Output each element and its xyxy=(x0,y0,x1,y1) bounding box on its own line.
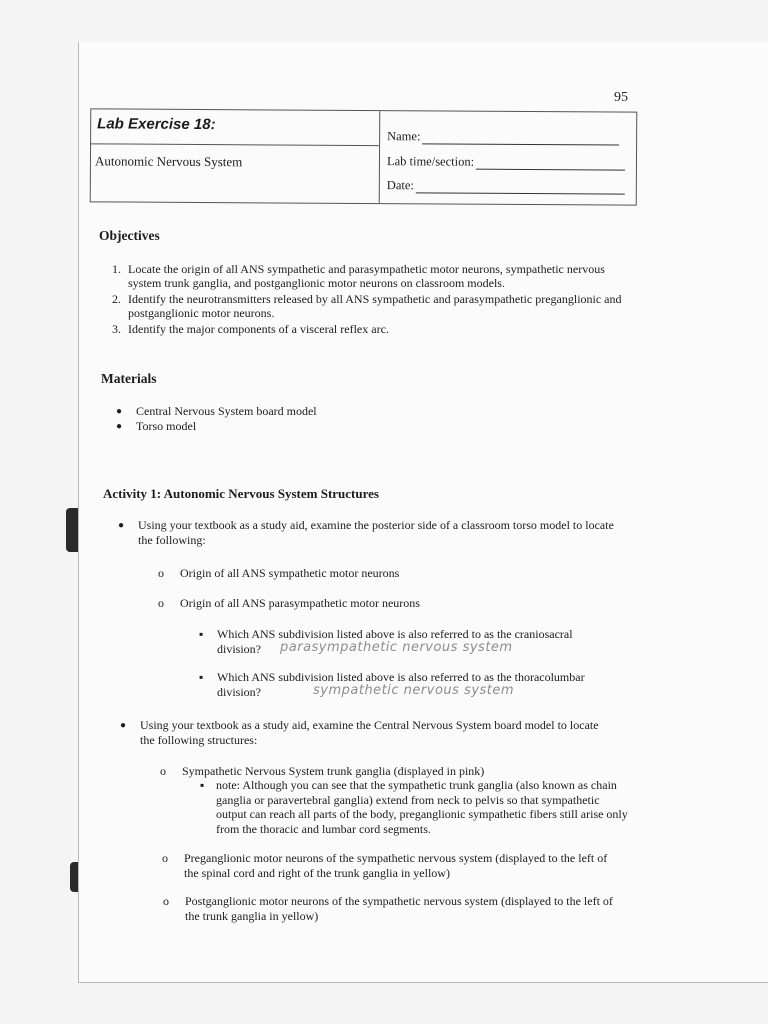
sub-item: o Sympathetic Nervous System trunk ganglia (displayed in pink) xyxy=(160,764,485,778)
objective-item: 2. Identify the neurotransmitters released by all ANS sympathetic and parasympathetic preganglionic and postganglionic motor neurons. xyxy=(112,292,622,320)
name-field[interactable] xyxy=(387,129,619,145)
date-field[interactable] xyxy=(387,178,625,194)
binder-ring-mark xyxy=(66,508,78,552)
list-item: ● Torso model xyxy=(116,419,197,433)
activity1-heading: Activity 1: Autonomic Nervous System Structures xyxy=(103,486,379,501)
lab-header-box xyxy=(90,108,638,205)
sub-item: o Origin of all ANS sympathetic motor neurons xyxy=(158,566,400,580)
lab-title-cell xyxy=(91,109,381,203)
handwritten-answer-2: sympathetic nervous system xyxy=(313,683,515,698)
date-label: Date: xyxy=(386,178,414,193)
sub-item: o Preganglionic motor neurons of the sympathetic nervous system (displayed to the left of the spinal cord and right of the trunk ganglia in yellow) xyxy=(162,851,608,880)
objectives-heading: Objectives xyxy=(99,228,160,243)
question-thoracolumbar: ▪ Which ANS subdivision listed above is also referred to as the thoracolumbar division? xyxy=(199,670,585,699)
objectives-list xyxy=(112,262,622,338)
page-number: 95 xyxy=(614,90,628,105)
lab-time-label: Lab time/section: xyxy=(386,154,475,169)
question-craniosacral: ▪ Which ANS subdivision listed above is also referred to as the craniosacral division? xyxy=(199,627,573,656)
materials-list xyxy=(116,404,416,434)
objective-item: 3. Identify the major components of a visceral reflex arc. xyxy=(112,322,389,336)
binder-ring-mark xyxy=(70,862,78,892)
activity1-bullet-cns: ● Using your textbook as a study aid, examine the Central Nervous System board model to locate the following structures: xyxy=(120,718,599,747)
lab-title: Lab Exercise 18: xyxy=(97,115,216,134)
lab-time-field[interactable] xyxy=(387,154,625,170)
materials-heading: Materials xyxy=(101,371,157,386)
sub-item: o Origin of all ANS parasympathetic motor neurons xyxy=(158,596,420,610)
handwritten-answer-1: parasympathetic nervous system xyxy=(280,640,513,655)
list-item: ● Central Nervous System board model xyxy=(116,404,317,418)
note-item: ▪ note: Although you can see that the sympathetic trunk ganglia (also known as chain ganglia or paravertebral ganglia) extend from neck to pelvis so that sympathetic output can reach all parts of the body, preganglionic sympathetic fibers still arise only from the thoracic and lumbar cord segments. xyxy=(200,778,628,836)
name-label: Name: xyxy=(387,129,421,144)
objective-item: 1. Locate the origin of all ANS sympathetic and parasympathetic motor neurons, sympathetic nervous system trunk ganglia, and postganglionic motor neurons on classroom models. xyxy=(112,262,605,290)
sub-item: o Postganglionic motor neurons of the sympathetic nervous system (displayed to the left of the trunk ganglia in yellow) xyxy=(163,894,613,923)
activity1-bullet-torso: ● Using your textbook as a study aid, examine the posterior side of a classroom torso model to locate the following: xyxy=(118,518,614,547)
lab-subtitle: Autonomic Nervous System xyxy=(94,153,243,170)
